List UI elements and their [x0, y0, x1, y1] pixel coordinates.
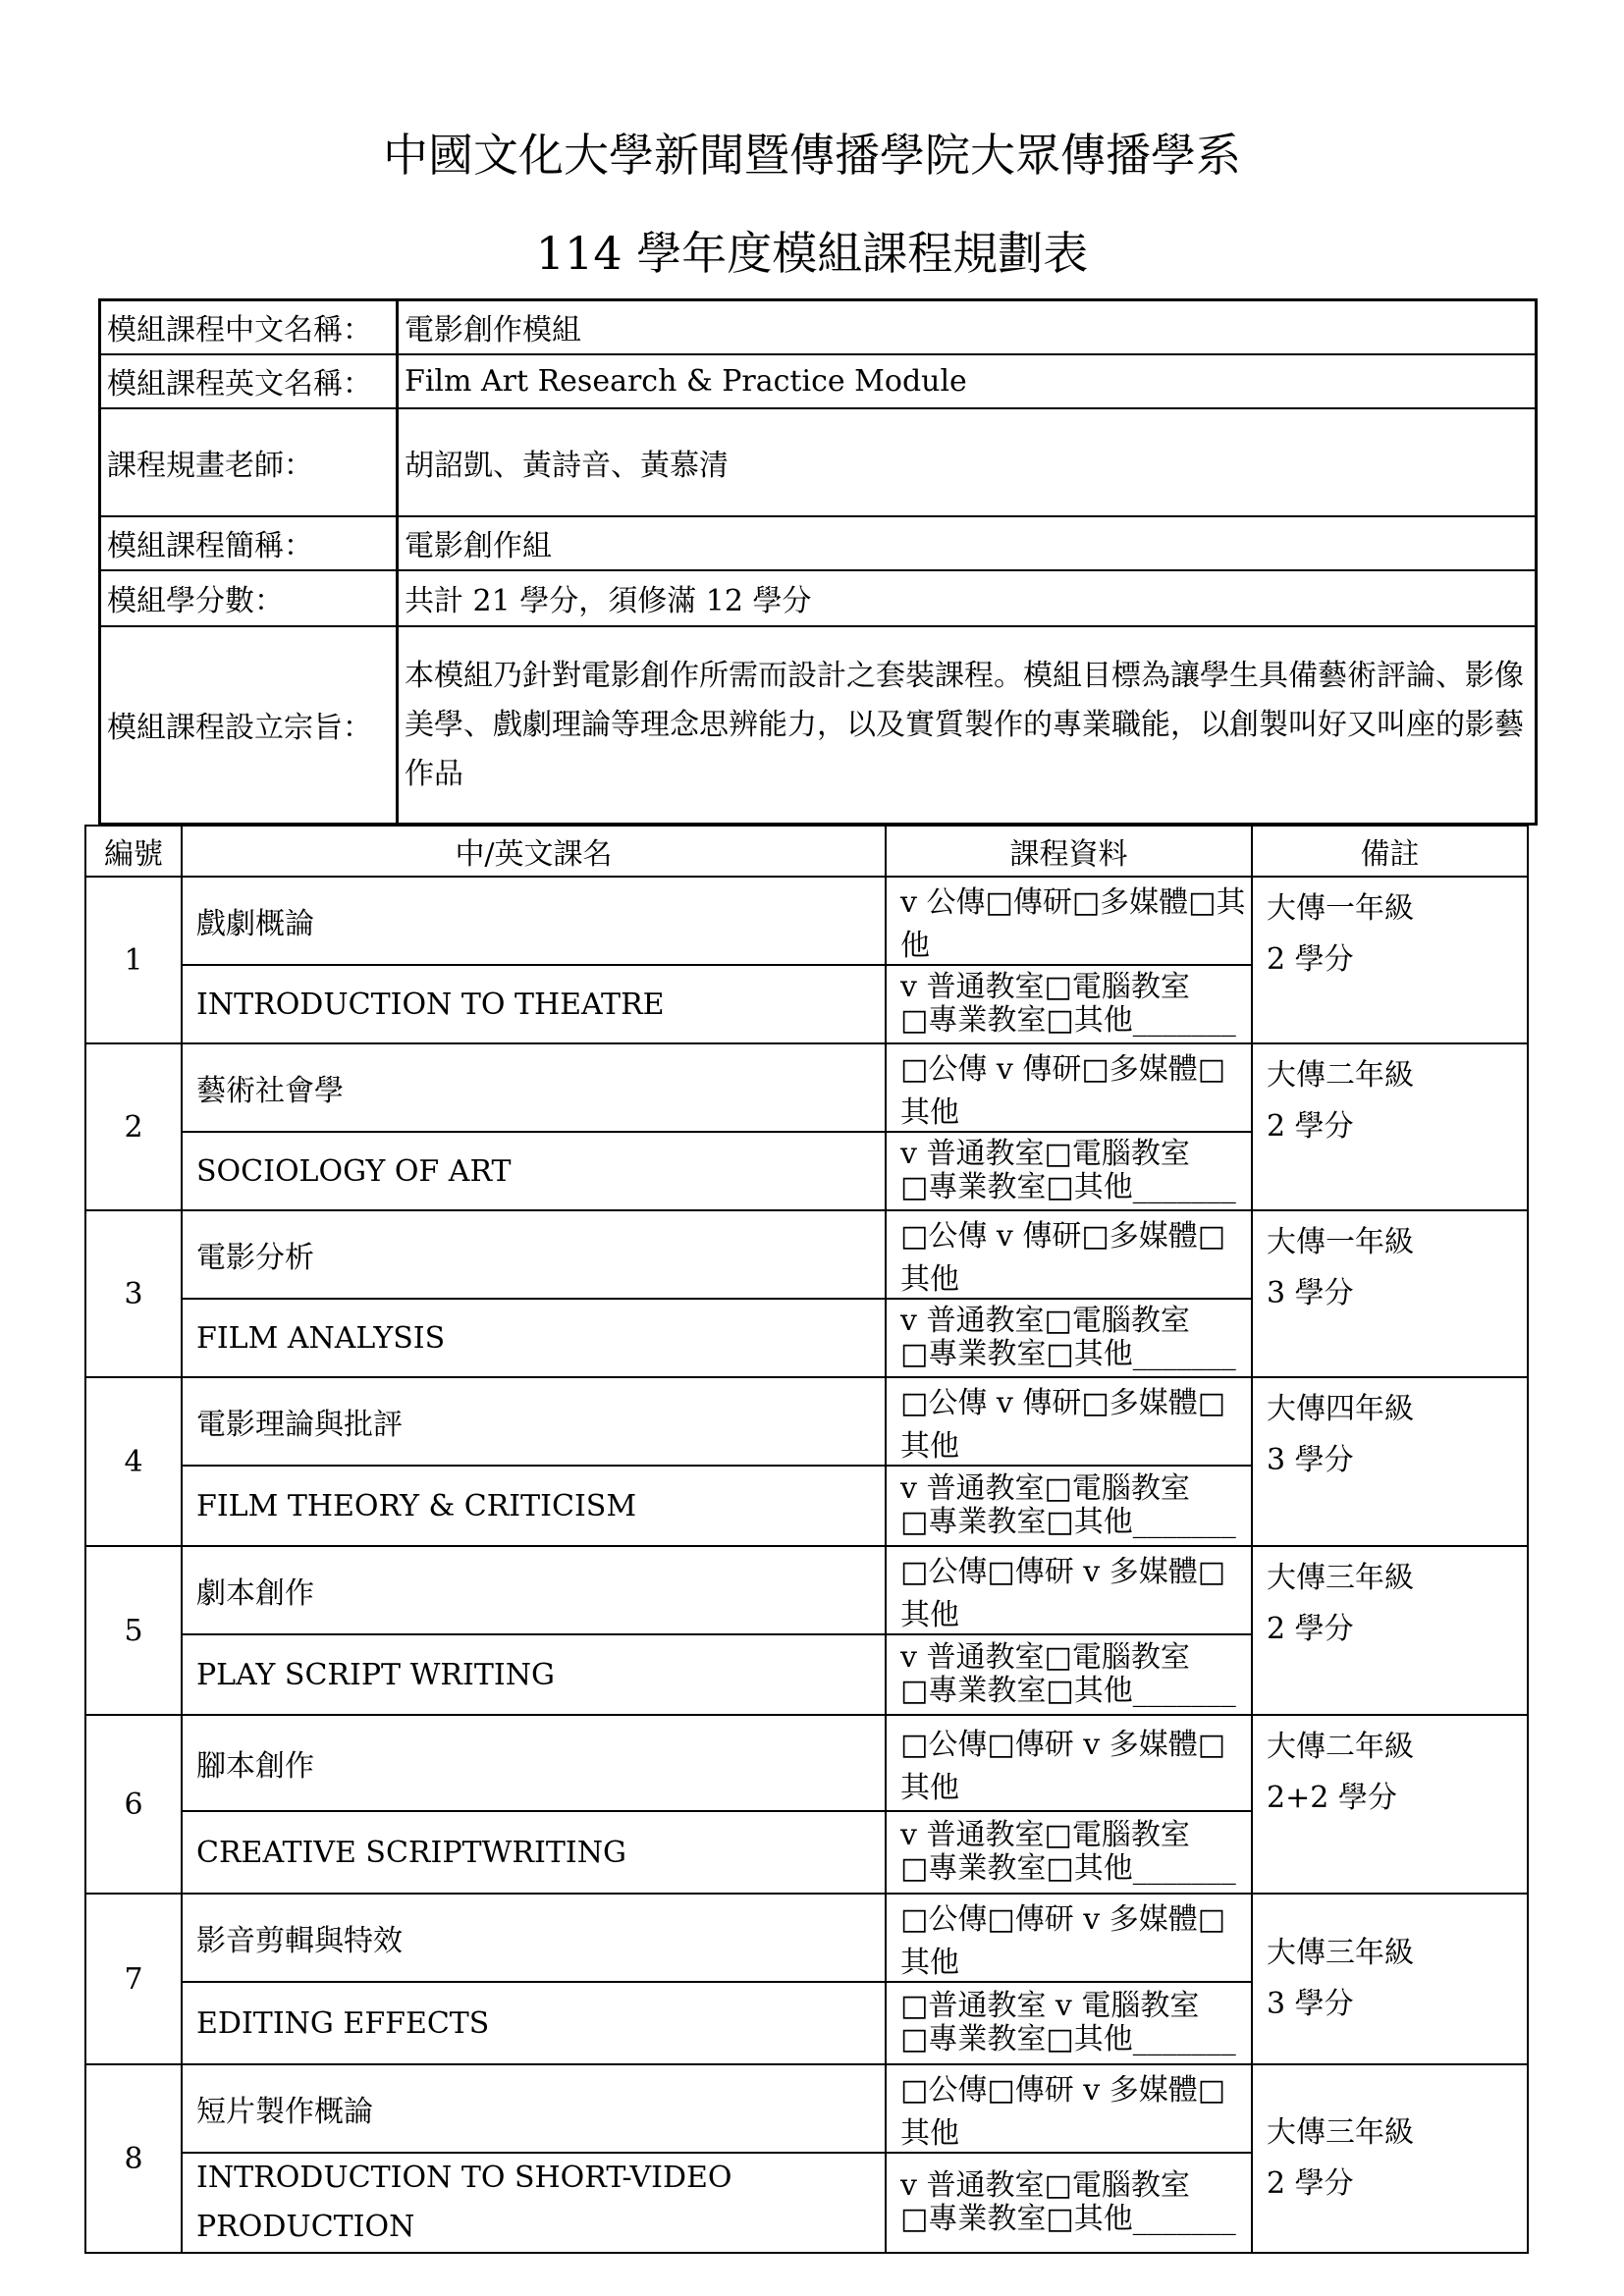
room-line: □專業教室□其他_______ — [900, 1170, 1236, 1204]
info-value: 胡詔凱、黃詩音、黃慕清 — [398, 408, 1537, 516]
course-note — [1252, 1894, 1528, 2064]
header-number: 編號 — [85, 826, 182, 877]
course-name-en: INTRODUCTION TO THEATRE — [182, 965, 886, 1043]
room-line: □專業教室□其他_______ — [900, 1337, 1236, 1371]
course-note — [1252, 1210, 1528, 1377]
module-info-table — [98, 298, 1538, 826]
course-number: 1 — [85, 877, 182, 1043]
course-note — [1252, 1546, 1528, 1715]
course-name-zh: 短片製作概論 — [182, 2064, 886, 2153]
course-room — [886, 1299, 1252, 1377]
info-value: 電影創作組 — [398, 516, 1537, 570]
course-note — [1252, 1377, 1528, 1546]
course-credits: 3 學分 — [1267, 1443, 1354, 1477]
course-category: □公傳□傳研 v 多媒體□其他 — [886, 2064, 1252, 2153]
info-value: 電影創作模組 — [398, 300, 1537, 354]
room-line: v 普通教室□電腦教室 — [900, 1640, 1190, 1675]
course-number: 4 — [85, 1377, 182, 1546]
course-credits: 2 學分 — [1267, 942, 1354, 977]
header-notes: 備註 — [1252, 826, 1528, 877]
course-name-en: FILM ANALYSIS — [182, 1299, 886, 1377]
course-number: 3 — [85, 1210, 182, 1377]
room-line: v 普通教室□電腦教室 — [900, 1471, 1190, 1506]
course-category: □公傳 v 傳研□多媒體□其他 — [886, 1210, 1252, 1299]
info-row — [100, 300, 1537, 354]
info-label: 模組課程簡稱： — [100, 516, 398, 570]
document-subtitle: 114 學年度模組課程規劃表 — [535, 227, 1089, 280]
course-room — [886, 1982, 1252, 2064]
info-value: 本模組乃針對電影創作所需而設計之套裝課程。模組目標為讓學生具備藝術評論、影像美學、戲劇理論等理念思辨能力，以及實質製作的專業職能，以創製叫好又叫座的影藝作品 — [398, 626, 1537, 825]
table-row — [85, 877, 1528, 965]
course-name-zh: 電影分析 — [182, 1210, 886, 1299]
course-note — [1252, 877, 1528, 1043]
info-value: Film Art Research & Practice Module — [398, 354, 1537, 408]
course-grade: 大傳一年級 — [1267, 1225, 1414, 1259]
room-line: □專業教室□其他_______ — [900, 2202, 1236, 2236]
room-line: □專業教室□其他_______ — [900, 1851, 1236, 1886]
room-line: v 普通教室□電腦教室 — [900, 970, 1190, 1004]
course-name-zh: 劇本創作 — [182, 1546, 886, 1634]
course-table — [84, 825, 1529, 2254]
course-name-en: PLAY SCRIPT WRITING — [182, 1634, 886, 1715]
info-row — [100, 516, 1537, 570]
document-title: 中國文化大學新聞暨傳播學院大眾傳播學系 — [383, 129, 1241, 182]
course-name-en: EDITING EFFECTS — [182, 1982, 886, 2064]
info-label: 模組課程設立宗旨： — [100, 626, 398, 825]
course-name-en: SOCIOLOGY OF ART — [182, 1132, 886, 1210]
course-name-en-text: INTRODUCTION TO SHORT-VIDEO PRODUCTION — [196, 2161, 732, 2244]
info-label: 模組學分數： — [100, 570, 398, 626]
room-line: v 普通教室□電腦教室 — [900, 2168, 1190, 2203]
table-row — [85, 1546, 1528, 1634]
course-room — [886, 1466, 1252, 1546]
course-category: □公傳 v 傳研□多媒體□其他 — [886, 1043, 1252, 1132]
info-label: 課程規畫老師： — [100, 408, 398, 516]
info-row — [100, 408, 1537, 516]
room-line: □普通教室 v 電腦教室 — [900, 1989, 1200, 2023]
course-room — [886, 1132, 1252, 1210]
course-grade: 大傳三年級 — [1267, 1561, 1414, 1595]
course-name-en — [182, 2153, 886, 2253]
course-room — [886, 1634, 1252, 1715]
room-line: □專業教室□其他_______ — [900, 1003, 1236, 1038]
course-number: 2 — [85, 1043, 182, 1210]
info-label: 模組課程英文名稱： — [100, 354, 398, 408]
header-course-name: 中/英文課名 — [182, 826, 886, 877]
course-number: 5 — [85, 1546, 182, 1715]
course-name-zh: 腳本創作 — [182, 1715, 886, 1811]
course-name-zh: 影音剪輯與特效 — [182, 1894, 886, 1982]
course-table-header — [85, 826, 1528, 877]
course-name-zh: 戲劇概論 — [182, 877, 886, 965]
course-number: 6 — [85, 1715, 182, 1894]
header-course-info: 課程資料 — [886, 826, 1252, 877]
room-line: □專業教室□其他_______ — [900, 1505, 1236, 1539]
course-credits: 3 學分 — [1267, 1987, 1354, 2021]
room-line: □專業教室□其他_______ — [900, 2022, 1236, 2056]
course-name-zh: 藝術社會學 — [182, 1043, 886, 1132]
info-value: 共計 21 學分，須修滿 12 學分 — [398, 570, 1537, 626]
course-number: 7 — [85, 1894, 182, 2064]
room-line: v 普通教室□電腦教室 — [900, 1304, 1190, 1338]
course-grade: 大傳一年級 — [1267, 891, 1414, 926]
table-row — [85, 1043, 1528, 1132]
course-credits: 2 學分 — [1267, 1612, 1354, 1646]
table-row — [85, 1715, 1528, 1811]
table-row — [85, 1377, 1528, 1466]
info-row — [100, 354, 1537, 408]
room-line: □專業教室□其他_______ — [900, 1674, 1236, 1708]
course-grade: 大傳三年級 — [1267, 2115, 1414, 2150]
room-line: v 普通教室□電腦教室 — [900, 1137, 1190, 1171]
course-name-en: CREATIVE SCRIPTWRITING — [182, 1811, 886, 1894]
course-note — [1252, 1715, 1528, 1894]
course-name-en: FILM THEORY & CRITICISM — [182, 1466, 886, 1546]
table-row — [85, 1210, 1528, 1299]
course-grade: 大傳三年級 — [1267, 1936, 1414, 1970]
course-category: □公傳□傳研 v 多媒體□其他 — [886, 1894, 1252, 1982]
course-grade: 大傳二年級 — [1267, 1730, 1414, 1764]
course-category: □公傳 v 傳研□多媒體□其他 — [886, 1377, 1252, 1466]
course-grade: 大傳四年級 — [1267, 1392, 1414, 1426]
course-credits: 2 學分 — [1267, 1109, 1354, 1144]
course-number: 8 — [85, 2064, 182, 2253]
course-room — [886, 2153, 1252, 2253]
course-note — [1252, 2064, 1528, 2253]
course-credits: 2 學分 — [1267, 2166, 1354, 2201]
info-label: 模組課程中文名稱： — [100, 300, 398, 354]
course-category: □公傳□傳研 v 多媒體□其他 — [886, 1546, 1252, 1634]
course-category: □公傳□傳研 v 多媒體□其他 — [886, 1715, 1252, 1811]
info-row — [100, 570, 1537, 626]
course-credits: 3 學分 — [1267, 1276, 1354, 1310]
table-row — [85, 1894, 1528, 1982]
course-grade: 大傳二年級 — [1267, 1058, 1414, 1093]
course-category: v 公傳□傳研□多媒體□其他 — [886, 877, 1252, 965]
course-room — [886, 1811, 1252, 1894]
course-name-zh: 電影理論與批評 — [182, 1377, 886, 1466]
course-room — [886, 965, 1252, 1043]
room-line: v 普通教室□電腦教室 — [900, 1818, 1190, 1852]
course-credits: 2+2 學分 — [1267, 1781, 1397, 1815]
course-note — [1252, 1043, 1528, 1210]
info-row — [100, 626, 1537, 825]
table-row — [85, 2064, 1528, 2153]
